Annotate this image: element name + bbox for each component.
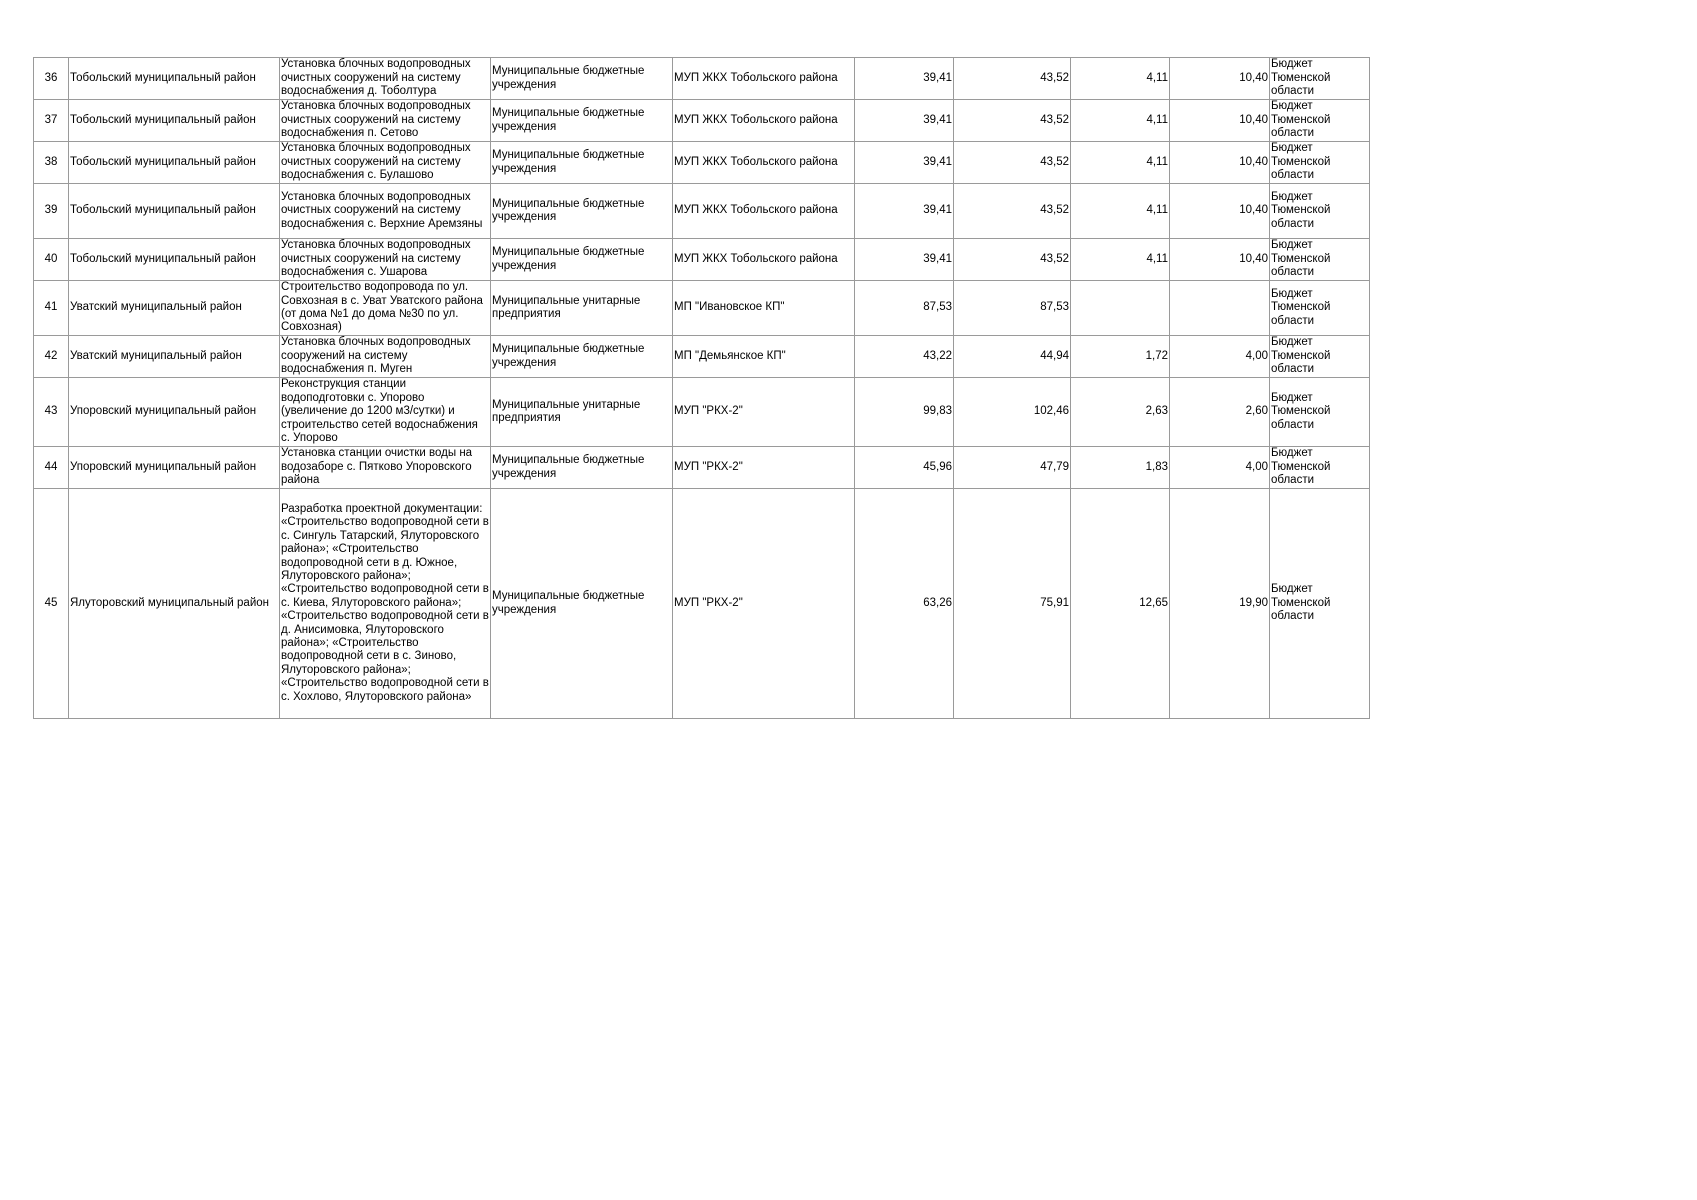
value-cell-2: 75,91 xyxy=(954,489,1071,719)
value-cell-1: 39,41 xyxy=(855,142,954,184)
funding-source-cell: Бюджет Тюменской области xyxy=(1270,378,1370,447)
project-cell: Установка станции очистки воды на водозаборе с. Пятково Упоровского района xyxy=(280,447,491,489)
value-cell-3: 4,11 xyxy=(1071,184,1170,239)
value-cell-2: 43,52 xyxy=(954,239,1071,281)
value-cell-1: 99,83 xyxy=(855,378,954,447)
district-cell: Упоровский муниципальный район xyxy=(69,447,280,489)
value-cell-2: 43,52 xyxy=(954,100,1071,142)
operator-cell: МУП ЖКХ Тобольского района xyxy=(673,142,855,184)
value-cell-1: 39,41 xyxy=(855,100,954,142)
funding-source-cell: Бюджет Тюменской области xyxy=(1270,281,1370,336)
operator-cell: МП "Демьянское КП" xyxy=(673,336,855,378)
row-number: 39 xyxy=(34,184,69,239)
project-cell: Установка блочных водопроводных очистных сооружений на систему водоснабжения с. Булашово xyxy=(280,142,491,184)
table-row xyxy=(34,281,1370,336)
district-cell: Уватский муниципальный район xyxy=(69,281,280,336)
value-cell-3: 12,65 xyxy=(1071,489,1170,719)
value-cell-2: 47,79 xyxy=(954,447,1071,489)
project-cell: Установка блочных водопроводных сооружений на систему водоснабжения п. Муген xyxy=(280,336,491,378)
table-row xyxy=(34,336,1370,378)
funding-source-cell: Бюджет Тюменской области xyxy=(1270,239,1370,281)
table-row xyxy=(34,489,1370,719)
value-cell-4: 19,90 xyxy=(1170,489,1270,719)
funding-source-cell: Бюджет Тюменской области xyxy=(1270,184,1370,239)
operator-cell: МУП "РКХ-2" xyxy=(673,489,855,719)
funding-source-cell: Бюджет Тюменской области xyxy=(1270,100,1370,142)
operator-cell: МУП ЖКХ Тобольского района xyxy=(673,100,855,142)
operator-cell: МУП "РКХ-2" xyxy=(673,447,855,489)
table-row xyxy=(34,184,1370,239)
district-cell: Тобольский муниципальный район xyxy=(69,184,280,239)
value-cell-4 xyxy=(1170,281,1270,336)
row-number: 45 xyxy=(34,489,69,719)
district-cell: Тобольский муниципальный район xyxy=(69,100,280,142)
funding-source-cell: Бюджет Тюменской области xyxy=(1270,336,1370,378)
table-row xyxy=(34,142,1370,184)
investment-program-table xyxy=(33,57,1370,719)
table-row xyxy=(34,100,1370,142)
value-cell-4: 10,40 xyxy=(1170,184,1270,239)
table-row xyxy=(34,447,1370,489)
table-row xyxy=(34,58,1370,100)
value-cell-1: 43,22 xyxy=(855,336,954,378)
funding-source-cell: Бюджет Тюменской области xyxy=(1270,58,1370,100)
value-cell-4: 10,40 xyxy=(1170,142,1270,184)
owner-type-cell: Муниципальные унитарные предприятия xyxy=(491,281,673,336)
value-cell-4: 10,40 xyxy=(1170,239,1270,281)
owner-type-cell: Муниципальные бюджетные учреждения xyxy=(491,100,673,142)
value-cell-4: 2,60 xyxy=(1170,378,1270,447)
funding-source-cell: Бюджет Тюменской области xyxy=(1270,142,1370,184)
value-cell-4: 10,40 xyxy=(1170,58,1270,100)
owner-type-cell: Муниципальные бюджетные учреждения xyxy=(491,184,673,239)
value-cell-3: 4,11 xyxy=(1071,58,1170,100)
district-cell: Тобольский муниципальный район xyxy=(69,58,280,100)
operator-cell: МУП ЖКХ Тобольского района xyxy=(673,239,855,281)
value-cell-3: 4,11 xyxy=(1071,239,1170,281)
value-cell-3: 1,72 xyxy=(1071,336,1170,378)
district-cell: Уватский муниципальный район xyxy=(69,336,280,378)
funding-source-cell: Бюджет Тюменской области xyxy=(1270,447,1370,489)
value-cell-2: 44,94 xyxy=(954,336,1071,378)
value-cell-4: 4,00 xyxy=(1170,336,1270,378)
row-number: 37 xyxy=(34,100,69,142)
value-cell-2: 43,52 xyxy=(954,184,1071,239)
district-cell: Упоровский муниципальный район xyxy=(69,378,280,447)
row-number: 40 xyxy=(34,239,69,281)
value-cell-1: 63,26 xyxy=(855,489,954,719)
owner-type-cell: Муниципальные бюджетные учреждения xyxy=(491,447,673,489)
district-cell: Ялуторовский муниципальный район xyxy=(69,489,280,719)
value-cell-3: 4,11 xyxy=(1071,100,1170,142)
owner-type-cell: Муниципальные бюджетные учреждения xyxy=(491,336,673,378)
owner-type-cell: Муниципальные бюджетные учреждения xyxy=(491,239,673,281)
row-number: 44 xyxy=(34,447,69,489)
value-cell-1: 39,41 xyxy=(855,239,954,281)
project-cell: Установка блочных водопроводных очистных сооружений на систему водоснабжения с. Ушарова xyxy=(280,239,491,281)
value-cell-1: 39,41 xyxy=(855,184,954,239)
owner-type-cell: Муниципальные бюджетные учреждения xyxy=(491,142,673,184)
row-number: 42 xyxy=(34,336,69,378)
row-number: 36 xyxy=(34,58,69,100)
project-cell: Строительство водопровода по ул. Совхозная в с. Уват Уватского района (от дома №1 до дома №30 по ул. Совхозная) xyxy=(280,281,491,336)
project-cell: Реконструкция станции водоподготовки с. Упорово (увеличение до 1200 м3/сутки) и строительство сетей водоснабжения с. Упорово xyxy=(280,378,491,447)
row-number: 38 xyxy=(34,142,69,184)
value-cell-4: 10,40 xyxy=(1170,100,1270,142)
project-cell: Установка блочных водопроводных очистных сооружений на систему водоснабжения с. Верхние Аремзяны xyxy=(280,184,491,239)
operator-cell: МУП "РКХ-2" xyxy=(673,378,855,447)
district-cell: Тобольский муниципальный район xyxy=(69,239,280,281)
value-cell-2: 87,53 xyxy=(954,281,1071,336)
value-cell-3: 4,11 xyxy=(1071,142,1170,184)
owner-type-cell: Муниципальные унитарные предприятия xyxy=(491,378,673,447)
value-cell-1: 39,41 xyxy=(855,58,954,100)
funding-source-cell: Бюджет Тюменской области xyxy=(1270,489,1370,719)
row-number: 41 xyxy=(34,281,69,336)
value-cell-2: 43,52 xyxy=(954,142,1071,184)
row-number: 43 xyxy=(34,378,69,447)
project-cell: Разработка проектной документации: «Строительство водопроводной сети в с. Сингуль Татарский, Ялуторовского района»; «Строительство водопроводной сети в д. Южное, Ялуторовского района»; «Строительство водопроводной сети в с. Киева, Ялуторовского района»; «Строительство водопроводной сети в д. Анисимовка, Ялуторовского района»; «Строительство водопроводной сети в с. Зиново, Ялуторовского района»; «Строительство водопроводной сети в с. Хохлово, Ялуторовского района» xyxy=(280,489,491,719)
value-cell-3: 1,83 xyxy=(1071,447,1170,489)
value-cell-3: 2,63 xyxy=(1071,378,1170,447)
owner-type-cell: Муниципальные бюджетные учреждения xyxy=(491,58,673,100)
project-cell: Установка блочных водопроводных очистных сооружений на систему водоснабжения д. Тоболтура xyxy=(280,58,491,100)
table-row xyxy=(34,239,1370,281)
district-cell: Тобольский муниципальный район xyxy=(69,142,280,184)
operator-cell: МУП ЖКХ Тобольского района xyxy=(673,58,855,100)
operator-cell: МУП ЖКХ Тобольского района xyxy=(673,184,855,239)
owner-type-cell: Муниципальные бюджетные учреждения xyxy=(491,489,673,719)
table-row xyxy=(34,378,1370,447)
value-cell-2: 102,46 xyxy=(954,378,1071,447)
value-cell-1: 87,53 xyxy=(855,281,954,336)
value-cell-1: 45,96 xyxy=(855,447,954,489)
value-cell-3 xyxy=(1071,281,1170,336)
project-cell: Установка блочных водопроводных очистных сооружений на систему водоснабжения п. Сетово xyxy=(280,100,491,142)
operator-cell: МП "Ивановское КП" xyxy=(673,281,855,336)
value-cell-2: 43,52 xyxy=(954,58,1071,100)
value-cell-4: 4,00 xyxy=(1170,447,1270,489)
